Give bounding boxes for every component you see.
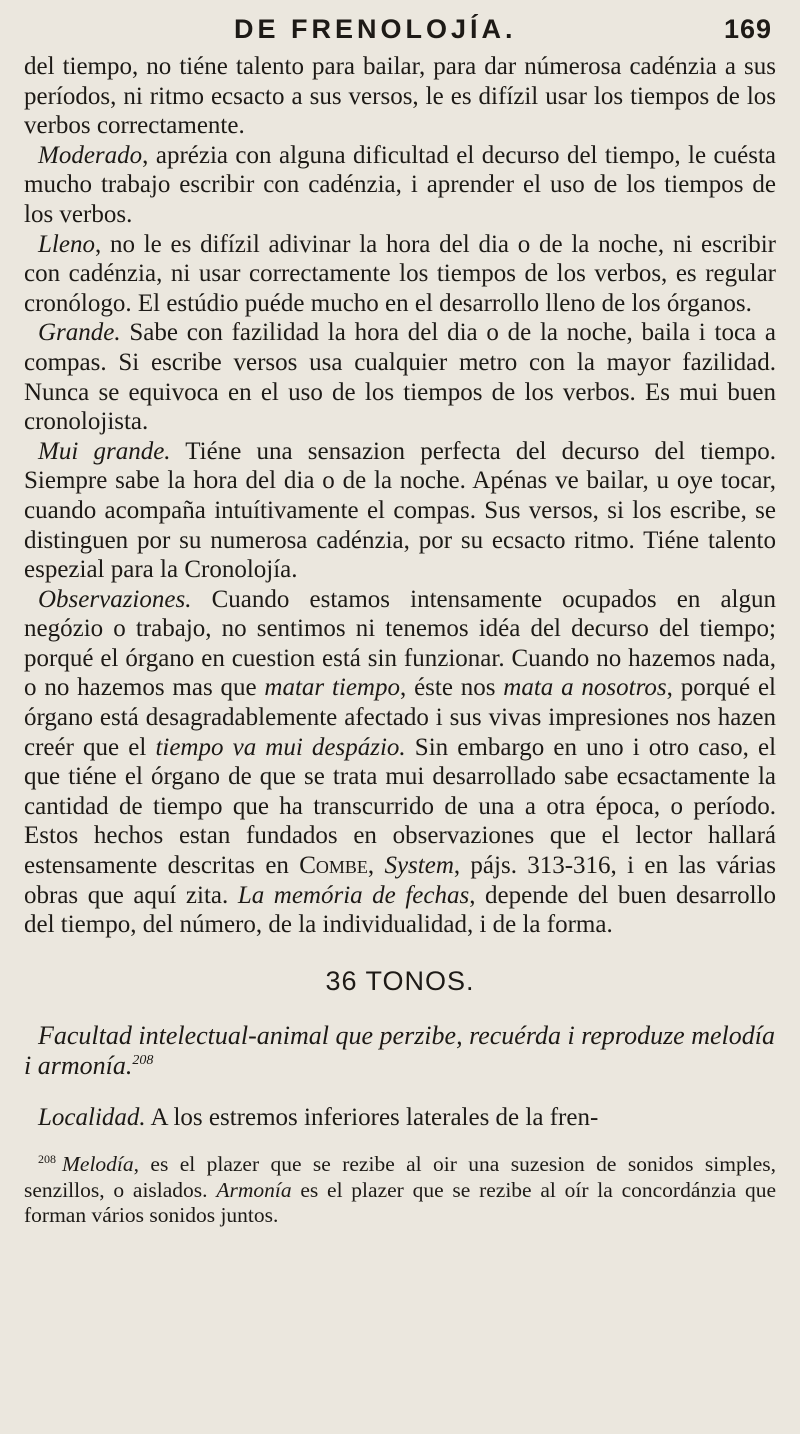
paragraph-text: Cuando estamos intensamente ocupados en algun negózio o trabajo, no sentimos ni tenemos idéa del decurso del tiempo; porqué el órgano en cuestion está sin funzionar. Cuando no hazemos nada, o no hazemos mas que xyxy=(24,585,776,702)
footnotes xyxy=(24,1152,776,1229)
paragraph-grande xyxy=(24,318,776,436)
paragraph-observaziones xyxy=(24,585,776,940)
term-localidad: Localidad. xyxy=(38,1103,146,1131)
localidad-block xyxy=(24,1103,776,1133)
term-mui-grande: Mui grande. xyxy=(38,437,171,465)
paragraph-text: , pájs. 313-316, i en las várias obras que aquí zita. xyxy=(24,852,776,909)
page-number: 169 xyxy=(723,14,772,44)
footnote-208 xyxy=(24,1152,776,1229)
running-head xyxy=(24,14,776,52)
author-combe: Combe xyxy=(299,852,368,880)
footnote-text: , es el plazer que se rezibe al oir una suzesion de sonidos simples, senzillos, o aislados. xyxy=(24,1152,776,1202)
term-moderado: Moderado xyxy=(38,141,143,169)
paragraph-moderado xyxy=(24,141,776,230)
phrase-tiempo-despazio: tiempo va mui despázio. xyxy=(155,733,406,761)
paragraph-mui-grande xyxy=(24,437,776,585)
phrase-memoria-de-fechas: La memória de fechas xyxy=(237,881,470,909)
paragraph-text: Sabe con fazilidad la hora del dia o de la noche, baila i toca a compas. Si escribe versos usa cualquier metro con la mayor fazilidad. Nunca se equivoca en el uso de los tiempos de los verbos. Es mui buen cronolojista. xyxy=(24,319,776,436)
phrase-mata-a-nosotros: mata a nosotros xyxy=(503,674,667,702)
section-definition xyxy=(24,1021,776,1081)
term-melodia: Melodía xyxy=(62,1152,134,1177)
paragraph-text: del tiempo, no tiéne talento para bailar, para dar númerosa cadénzia a sus períodos, ni ritmo ecsacto a sus versos, le es difízil usar los tiempos de los verbos correctamente. xyxy=(24,53,776,140)
term-observaziones: Observaziones. xyxy=(38,585,192,613)
paragraph-text: Tiéne una sensazion perfecta del decurso del tiempo. Siempre sabe la hora del dia o de la noche. Apénas ve bailar, u oye tocar, cuando acompaña intuítivamente el compas. Sus versos, si los escribe, se distinguen por su numerosa cadénzia, por su ecsacto ritmo. Tiéne talento espezial para la Cronolojía. xyxy=(24,437,776,584)
section-title: 36 TONOS. xyxy=(325,965,475,996)
running-title: DE FRENOLOJÍA. xyxy=(234,14,517,44)
footnote-text: es el plazer que se rezibe al oír la concordánzia que forman vários sonidos juntos. xyxy=(24,1177,776,1228)
term-grande: Grande. xyxy=(38,319,121,347)
body-text xyxy=(24,52,776,940)
paragraph-text: A los estremos inferiores laterales de la fren- xyxy=(145,1103,599,1131)
paragraph-text: , éste nos xyxy=(400,674,504,702)
definition-text: Facultad intelectual-animal que perzibe, recuérda i reproduze melodía i armonía. xyxy=(24,1020,775,1080)
paragraph-lleno xyxy=(24,230,776,319)
paragraph-text: , porqué el órgano está desagradablemente afectado i sus vivas impresiones nos hazen creér que el xyxy=(24,674,776,761)
paragraph-text: , no le es difízil adivinar la hora del dia o de la noche, ni escribir con cadénzia, ni usar correctamente los tiempos de los verbos, es regular cronólogo. El estúdio puéde mucho en el desarrollo lleno de los órganos. xyxy=(24,230,776,317)
paragraph-continuation xyxy=(24,52,776,141)
work-system: System xyxy=(384,852,454,880)
term-armonia: Armonía xyxy=(216,1177,292,1202)
footnote-mark: 208 xyxy=(38,1152,56,1167)
paragraph-localidad xyxy=(24,1103,776,1133)
footnote-reference: 208 xyxy=(132,1052,154,1068)
paragraph-text: , xyxy=(367,852,385,880)
term-lleno: Lleno xyxy=(38,230,95,258)
paragraph-text: , depende del buen desarrollo del tiempo, del número, de la individualidad, i de la forma. xyxy=(24,881,777,939)
phrase-matar-tiempo: matar tiempo xyxy=(264,674,400,702)
paragraph-text: Sin embargo en uno i otro caso, el que tiéne el órgano de que se trata mui desarrollado sabe ecsactamente la cantidad de tiempo que ha transcurrido de una a otra época, o período. Estos hechos estan fundados en observaziones que el lector hallará estensamente descritas en xyxy=(24,733,777,880)
paragraph-text: , aprézia con alguna dificultad el decurso del tiempo, le cuésta mucho trabajo escribir con cadénzia, i aprender el uso de los tiempos de los verbos. xyxy=(24,141,776,228)
